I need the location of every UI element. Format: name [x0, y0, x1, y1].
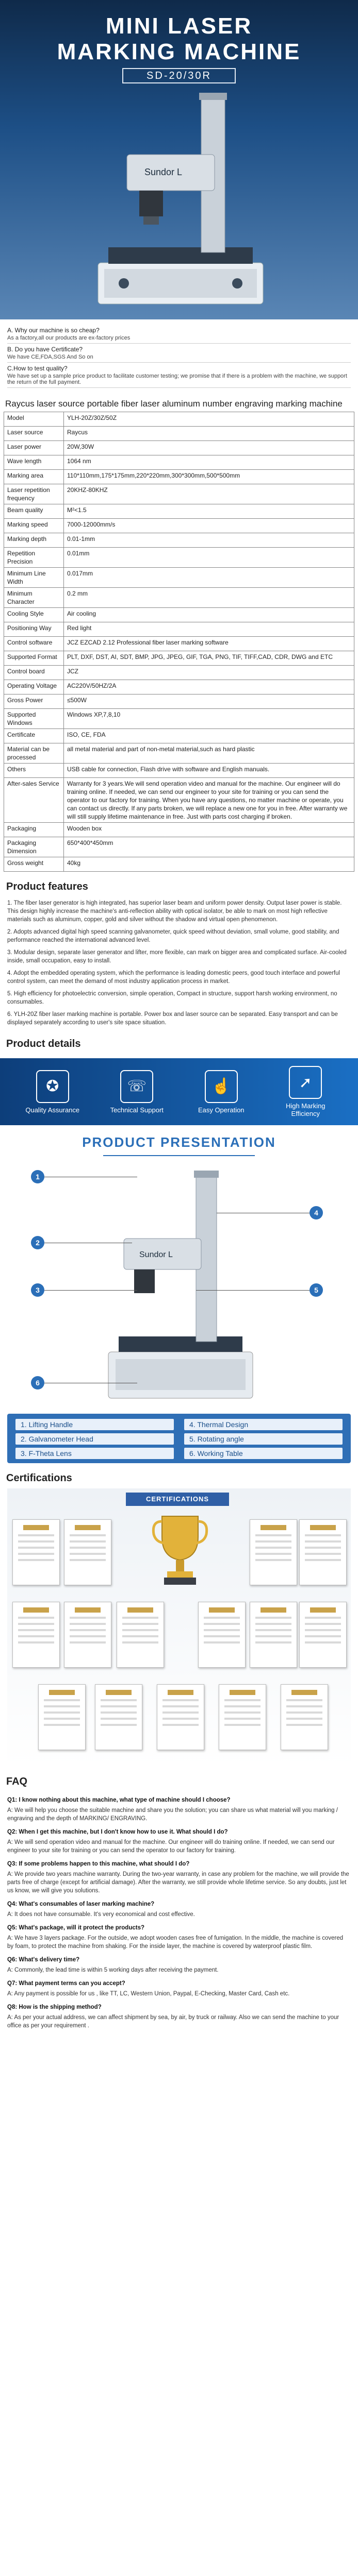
laser-machine-image — [77, 93, 284, 309]
hero-title-line1: MINI LASER — [105, 13, 253, 39]
spec-table — [4, 412, 354, 872]
certificate-image — [198, 1602, 246, 1668]
support-icon: ☏ — [120, 1070, 153, 1103]
spec-row — [4, 608, 354, 622]
certificate-image — [157, 1684, 204, 1750]
spec-value: ≤500W — [64, 694, 354, 709]
details-heading: Product details — [6, 1038, 81, 1049]
faq-answer: A: Commonly, the lead time is within 5 working days after receiving the payment. — [7, 1967, 219, 1973]
part-label: 4. Thermal Design — [184, 1419, 343, 1430]
spec-row — [4, 533, 354, 548]
medal-icon: ✪ — [36, 1070, 69, 1103]
presentation-title: PRODUCT PRESENTATION — [82, 1134, 276, 1150]
certificate-image — [38, 1684, 86, 1750]
quick-faq-q: C.How to test quality? — [7, 365, 68, 372]
spec-value: 0.017mm — [64, 568, 354, 588]
spec-value: 7000-12000mm/s — [64, 519, 354, 533]
spec-key: Material can be processed — [4, 743, 64, 764]
presentation-divider — [103, 1155, 255, 1156]
spec-row — [4, 666, 354, 680]
spec-value: USB cable for connection, Flash drive with software and English manuals. — [64, 764, 354, 778]
certificate-image — [12, 1602, 60, 1668]
detail-label: High Marking Efficiency — [285, 1102, 326, 1117]
spec-key: Minimum Character — [4, 588, 64, 608]
certifications-heading: Certifications — [6, 1472, 72, 1484]
spec-value: 0.2 mm — [64, 588, 354, 608]
brand-mark: Sundor L — [144, 167, 183, 177]
faq-question: Q4: What's consumables of laser marking machine? — [7, 1901, 155, 1907]
spec-value: all metal material and part of non-metal material,such as hard plastic — [64, 743, 354, 764]
certificate-image — [12, 1519, 60, 1585]
faq-question: Q5: What's package, will it protect the products? — [7, 1925, 144, 1931]
spec-value: 0.01-1mm — [64, 533, 354, 548]
spec-value: Wooden box — [64, 823, 354, 837]
spec-key: Laser source — [4, 427, 64, 441]
spec-value: PLT, DXF, DST, AI, SDT, BMP, JPG, JPEG, GIF, TGA, PNG, TIF, TIFF,CAD, CDR, DWG and ETC — [64, 651, 354, 666]
spec-key: Gross weight — [4, 857, 64, 872]
spec-key: Packaging Dimension — [4, 837, 64, 857]
faq-question: Q1: I know nothing about this machine, what type of machine should I choose? — [7, 1797, 231, 1803]
details-bar — [0, 1058, 358, 1125]
spec-row — [4, 743, 354, 764]
spec-key: Laser repetition frequency — [4, 484, 64, 504]
certifications-banner: CERTIFICATIONS — [126, 1493, 229, 1506]
spec-row — [4, 412, 354, 427]
spec-row — [4, 729, 354, 743]
faq-question: Q2: When I get this machine, but I don't know how to use it. What should I do? — [7, 1829, 228, 1835]
spec-row — [4, 622, 354, 637]
spec-key: Control software — [4, 637, 64, 651]
hero-title-line2: MARKING MACHINE — [57, 39, 301, 64]
badge-3: 3 — [31, 1283, 44, 1297]
spec-key: Supported Format — [4, 651, 64, 666]
spec-value: JCZ — [64, 666, 354, 680]
spec-key: Model — [4, 412, 64, 427]
features-heading: Product features — [6, 881, 88, 892]
leader-line — [196, 1290, 310, 1291]
certificate-image — [299, 1602, 347, 1668]
spec-row — [4, 504, 354, 519]
spec-row — [4, 637, 354, 651]
feature-item: 6. YLH-20Z fiber laser marking machine is portable. Power box and laser source can be separated. Easy transport and can be displayed separately according to user's site space situation. — [7, 1011, 338, 1026]
spec-key: Cooling Style — [4, 608, 64, 622]
quick-faq-a: As a factory,all our products are ex-factory prices — [7, 335, 351, 344]
spec-value: 1064 nm — [64, 455, 354, 470]
faq-question: Q7: What payment terms can you accept? — [7, 1980, 125, 1987]
spec-key: Marking depth — [4, 533, 64, 548]
certificate-image — [219, 1684, 266, 1750]
hand-icon: ☝ — [205, 1070, 238, 1103]
spec-key: Positioning Way — [4, 622, 64, 637]
certificate-image — [64, 1519, 111, 1585]
detail-label: Technical Support — [110, 1106, 164, 1114]
detail-label: Easy Operation — [198, 1106, 245, 1114]
spec-row — [4, 470, 354, 484]
faq-answer: A: Any payment is possible for us , like TT, LC, Western Union, Paypal, E-Checking, Master Card, Cash etc. — [7, 1991, 290, 1997]
spec-value: 110*110mm,175*175mm,220*220mm,300*300mm,500*500mm — [64, 470, 354, 484]
spec-value: Windows XP,7,8,10 — [64, 709, 354, 729]
spec-value: 0.01mm — [64, 548, 354, 568]
presentation-machine-image — [93, 1166, 268, 1403]
feature-item: 2. Adopts advanced digital high speed scanning galvanometer, quick speed without deviation, small volume, good stability, and performance reached the international advanced level. — [7, 929, 339, 943]
certificate-image — [250, 1519, 297, 1585]
spec-row — [4, 568, 354, 588]
faq-answer: A: We have 3 layers package. For the outside, we adopt wooden cases free of fumigation. In the middle, the machine is covered by foam, to protect the machine from shaking. For the inside layer, the machine is covered by waterproof plastic film. — [7, 1935, 344, 1950]
certificate-image — [95, 1684, 142, 1750]
spec-row — [4, 588, 354, 608]
spec-row — [4, 857, 354, 872]
part-label: 1. Lifting Handle — [15, 1419, 174, 1430]
spec-key: Supported Windows — [4, 709, 64, 729]
spec-row — [4, 519, 354, 533]
faq-question: Q8: How is the shipping method? — [7, 2004, 102, 2010]
spec-title: Raycus laser source portable fiber laser aluminum number engraving marking machine — [5, 399, 343, 409]
spec-key: Control board — [4, 666, 64, 680]
quick-faq — [0, 319, 358, 395]
spec-row — [4, 764, 354, 778]
spec-value: 40kg — [64, 857, 354, 872]
spec-key: Gross Power — [4, 694, 64, 709]
spec-row — [4, 680, 354, 694]
quick-faq-a: We have set up a sample price product to facilitate customer testing; we promise that if there is a problem with the machine, we support the return of the full payment. — [7, 373, 351, 388]
faq-question: Q6: What's delivery time? — [7, 1957, 80, 1963]
spec-key: Laser power — [4, 441, 64, 455]
hero-banner — [0, 0, 358, 319]
spec-value: Raycus — [64, 427, 354, 441]
spec-value: Red light — [64, 622, 354, 637]
spec-row — [4, 823, 354, 837]
part-label: 3. F-Theta Lens — [15, 1448, 174, 1459]
spec-row — [4, 837, 354, 857]
trophy-icon — [152, 1511, 208, 1588]
spec-value: 20KHZ-80KHZ — [64, 484, 354, 504]
faq-answer: A: We provide two years machine warranty. During the two-year warranty, in case any problem for the machine, we will provide the parts free of charge (except for artificial damage). After the warranty, we still provide whole lifetime service. So any doubts, just let us know, we will give you solutions. — [7, 1871, 349, 1894]
detail-operation — [188, 1070, 255, 1114]
feature-item: 4. Adopt the embedded operating system, which the performance is leading domestic peers, good touch interface and powerful control system, can meet the demand of most industry application process in market. — [7, 970, 340, 985]
certificate-image — [64, 1602, 111, 1668]
detail-label: Quality Assurance — [25, 1106, 80, 1114]
spec-key: Packaging — [4, 823, 64, 837]
spec-key: Others — [4, 764, 64, 778]
certificate-image — [117, 1602, 164, 1668]
spec-row — [4, 484, 354, 504]
detail-efficiency — [272, 1066, 339, 1117]
rocket-icon: ➚ — [289, 1066, 322, 1099]
faq-list — [0, 1795, 358, 2031]
spec-row — [4, 441, 354, 455]
certificate-image — [250, 1602, 297, 1668]
feature-item: 1. The fiber laser generator is high integrated, has superior laser beam and uniform power density. Output laser power is stable. This design highly increase the machine's anti-reflection ability with optical isolator, be able to mark on most high reflective materials such as aluminum, copper, gold and silver without the shadow and virtual open phenomenon. — [7, 900, 342, 923]
certifications-gallery — [7, 1488, 351, 1767]
spec-row — [4, 427, 354, 441]
leader-line — [44, 1290, 137, 1291]
spec-value: 20W,30W — [64, 441, 354, 455]
badge-4: 4 — [310, 1206, 323, 1219]
certificate-image — [299, 1519, 347, 1585]
faq-heading: FAQ — [6, 1776, 28, 1787]
spec-row — [4, 548, 354, 568]
spec-value: AC220V/50HZ/2A — [64, 680, 354, 694]
detail-quality — [19, 1070, 86, 1114]
hero-title — [0, 13, 358, 65]
spec-key: After-sales Service — [4, 778, 64, 823]
spec-row — [4, 694, 354, 709]
faq-answer: A: It does not have consumable. It's very economical and cost effective. — [7, 1911, 195, 1918]
spec-value: Air cooling — [64, 608, 354, 622]
feature-item: 3. Modular design, separate laser generator and lifter, more flexible, can mark on bigger area and complicated surface. Air-cooled inside, small occupation, easy to install. — [7, 950, 347, 964]
spec-value: JCZ EZCAD 2.12 Professional fiber laser marking software — [64, 637, 354, 651]
spec-key: Repetition Precision — [4, 548, 64, 568]
badge-6: 6 — [31, 1376, 44, 1389]
faq-answer: A: As per your actual address, we can affect shipment by sea, by air, by truck or railway. Also we can send the machine to your office as per your requirement . — [7, 2014, 339, 2029]
spec-key: Beam quality — [4, 504, 64, 519]
parts-legend — [7, 1414, 351, 1463]
spec-key: Marking area — [4, 470, 64, 484]
spec-value: Warranty for 3 years.We will send operation video and manual for the machine. Our engineer will do training online. If needed, we can send our engineer to your site for training or you can send the operator to our factory for training. When you have any questions, no matter machine or operate, you can contact us directly. If any parts broken, we will replace a new one for you in free. After warranty we will still supply lifetime maintenance in free. Just with parts cost charging if broken. — [64, 778, 354, 823]
features-list — [0, 897, 358, 1029]
spec-value: ISO, CE, FDA — [64, 729, 354, 743]
part-label: 2. Galvanometer Head — [15, 1433, 174, 1445]
quick-faq-q: A. Why our machine is so cheap? — [7, 327, 100, 334]
quick-faq-a: We have CE,FDA,SGS And So on — [7, 354, 351, 363]
faq-answer: A: We will help you choose the suitable machine and share you the solution; you can share us what material will you marking / engraving and the depth of MARKING/ ENGRAVING. — [7, 1807, 338, 1822]
part-label: 5. Rotating angle — [184, 1433, 343, 1445]
feature-item: 5. High efficiency for photoelectric conversion, simple operation, Compact in structure, support harsh working environment, no consumables. — [7, 991, 337, 1005]
badge-5: 5 — [310, 1283, 323, 1297]
detail-support — [103, 1070, 170, 1114]
spec-key: Marking speed — [4, 519, 64, 533]
product-presentation — [0, 1125, 358, 1414]
spec-value: YLH-20Z/30Z/50Z — [64, 412, 354, 427]
spec-key: Wave length — [4, 455, 64, 470]
faq-question: Q3: If some problems happen to this machine, what should I do? — [7, 1861, 190, 1867]
hero-model-badge: SD-20/30R — [122, 68, 236, 83]
spec-key: Minimum Line Width — [4, 568, 64, 588]
spec-row — [4, 455, 354, 470]
spec-value: M²<1.5 — [64, 504, 354, 519]
badge-1: 1 — [31, 1170, 44, 1183]
presentation-brand-mark: Sundor L — [139, 1250, 173, 1259]
spec-row — [4, 651, 354, 666]
badge-2: 2 — [31, 1236, 44, 1249]
spec-key: Operating Voltage — [4, 680, 64, 694]
spec-row — [4, 709, 354, 729]
spec-key: Certificate — [4, 729, 64, 743]
certificate-image — [281, 1684, 328, 1750]
spec-value: 650*400*450mm — [64, 837, 354, 857]
faq-answer: A: We will send operation video and manual for the machine. Our engineer will do training online. If needed, we can send our engineer to your site for training or you can send the operator to our factory for training. — [7, 1839, 335, 1854]
quick-faq-q: B. Do you have Certificate? — [7, 346, 83, 353]
spec-row — [4, 778, 354, 823]
part-label: 6. Working Table — [184, 1448, 343, 1459]
